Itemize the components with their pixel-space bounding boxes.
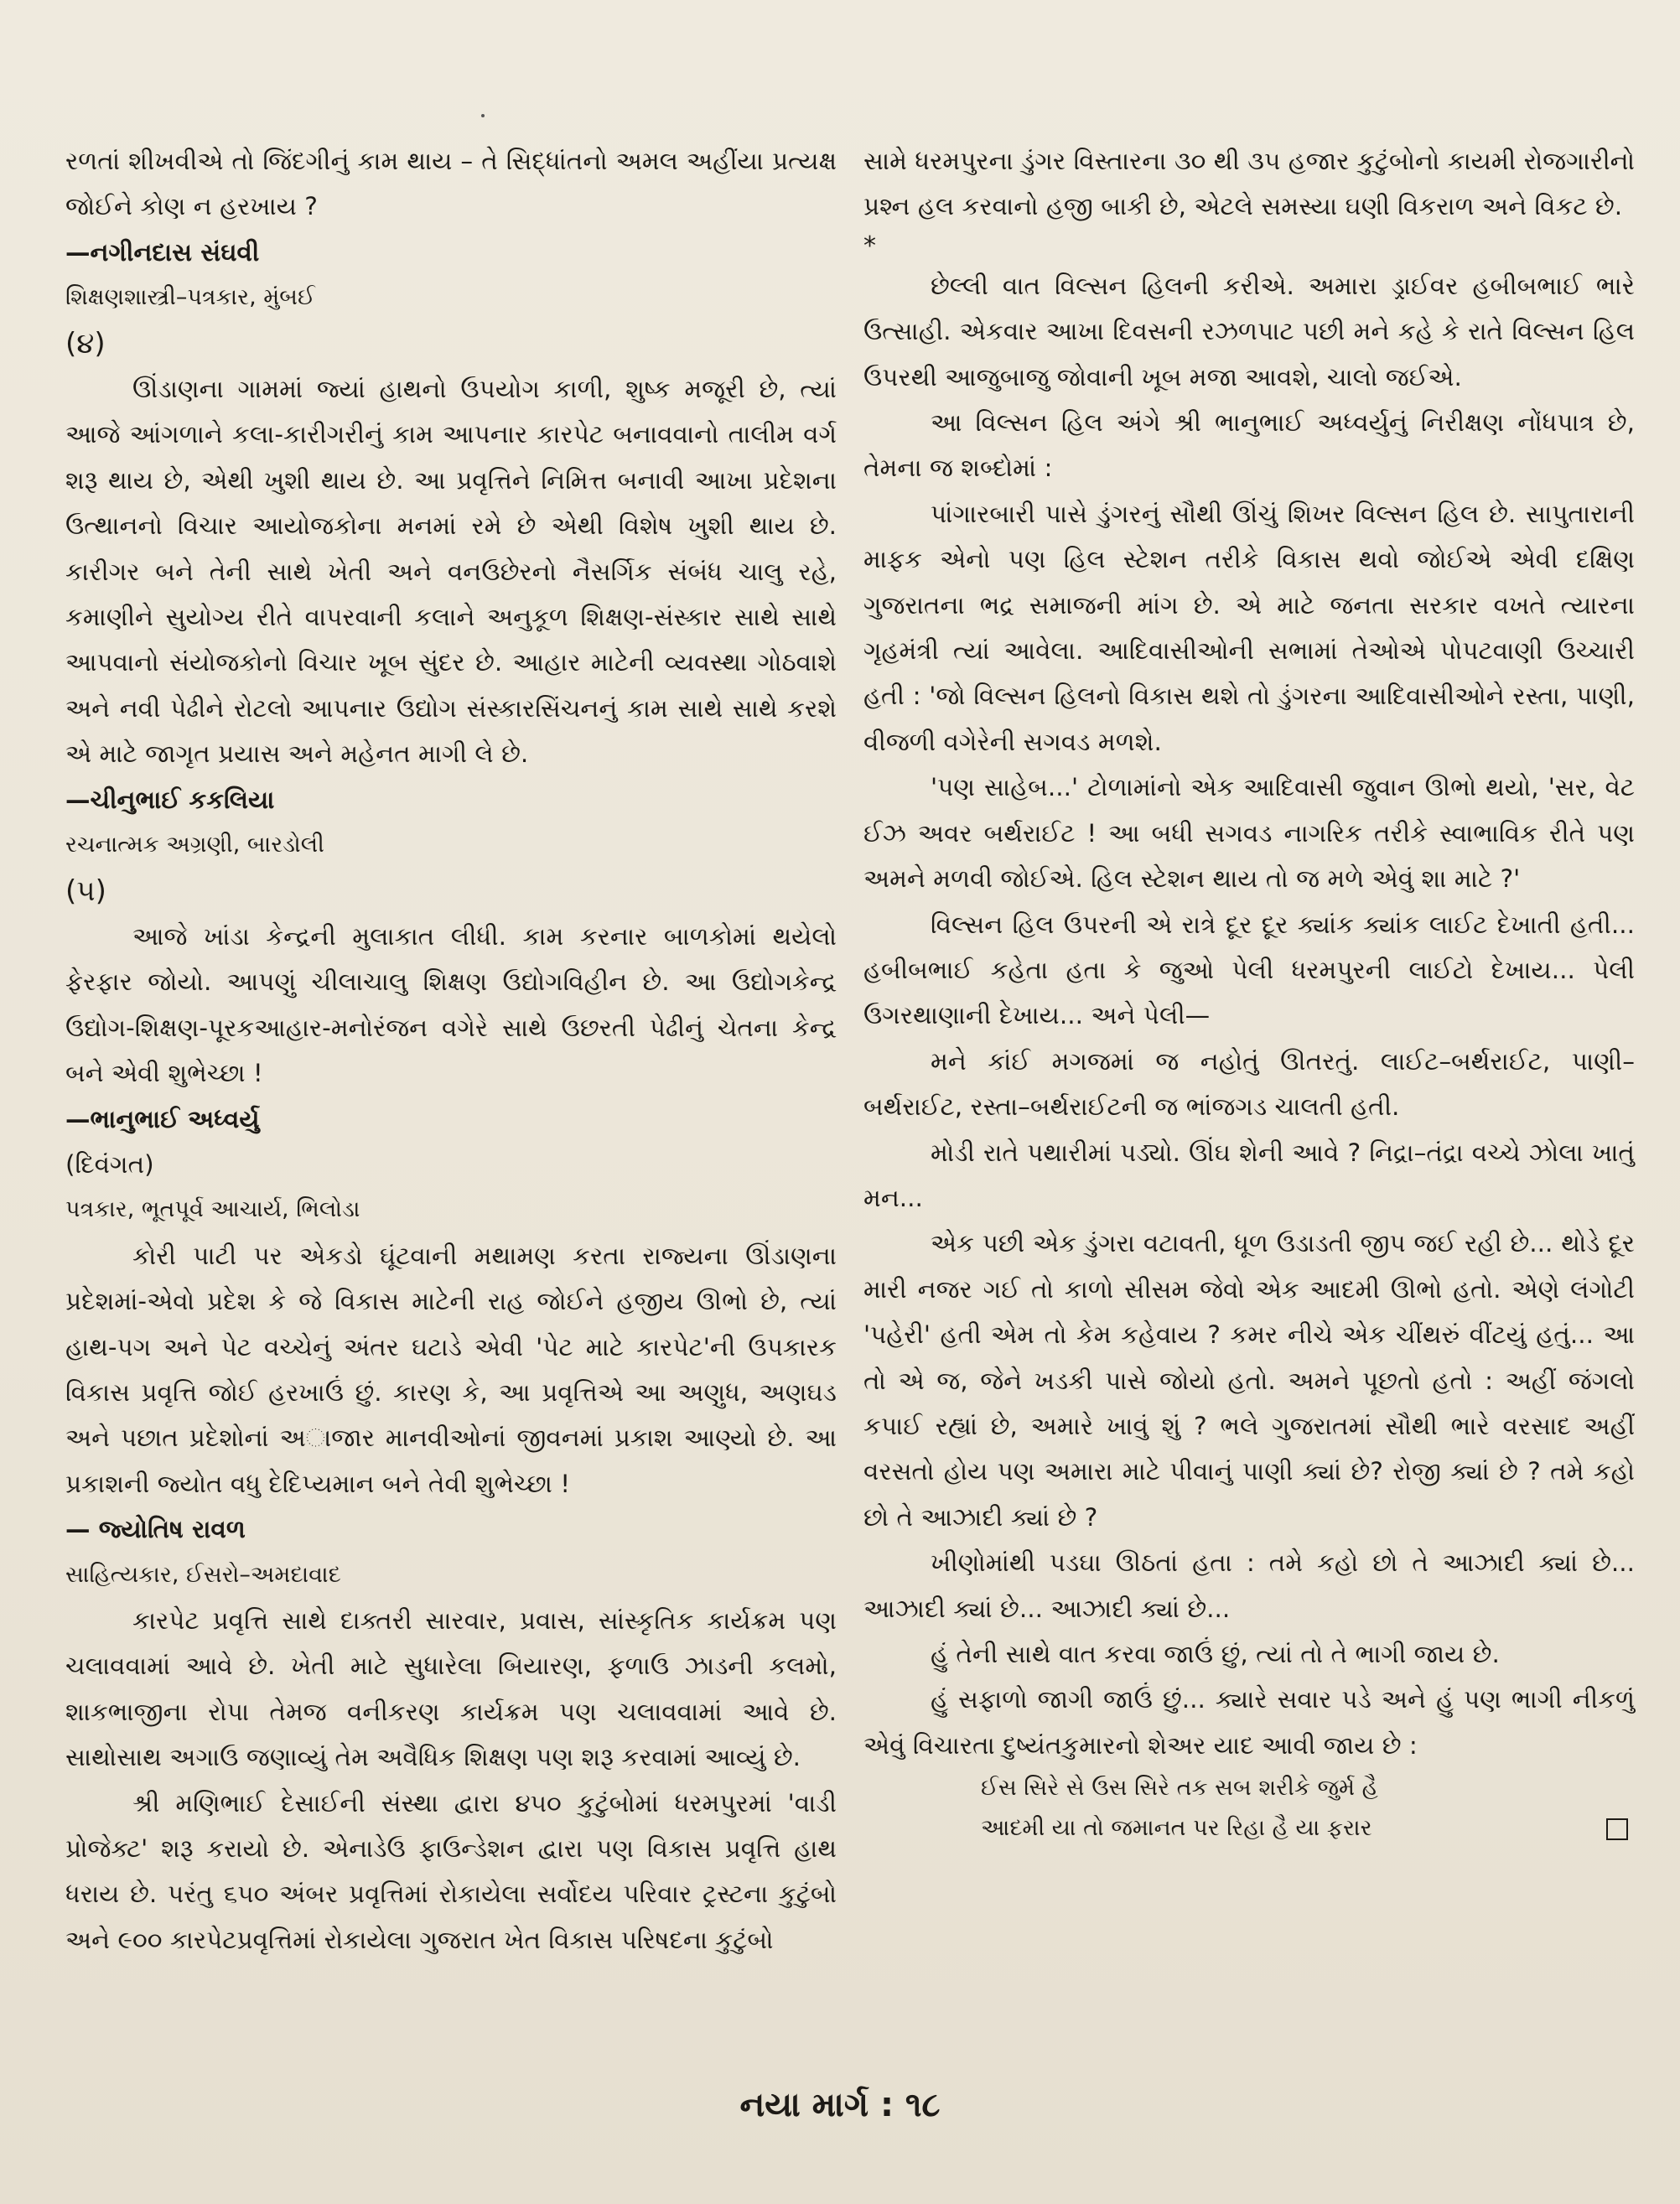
signature-name: —ચીનુભાઈ કકલિયા [65,785,275,814]
signature-role: પત્રકાર, ભૂતપૂર્વ આચાર્ય, ભિલોડા [65,1196,360,1223]
right-column [863,138,1635,1849]
right-paragraph-2: આ વિલ્સન હિલ અંગે શ્રી ભાનુભાઈ અધ્વર્યુનું નિરીક્ષણ નોંધપાત્ર છે, તેમના જ શબ્દોમાં : [863,408,1635,483]
poem-couplet [863,1768,1635,1849]
right-paragraph-10: હું તેની સાથે વાત કરવા જાઉં છું, ત્યાં તો તે ભાગી જાય છે. [931,1640,1500,1668]
signature-role: રચનાત્મક અગ્રણી, બારડોલી [65,832,324,858]
section-number: (૫) [65,874,106,908]
right-paragraph-6: મને કાંઈ મગજમાં જ નહોતું ઊતરતું. લાઈટ–બર્થરાઈટ, પાણી–બર્થરાઈટ, રસ્તા–બર્થરાઈટની જ ભાંજગડ ચાલતી હતી. [863,1046,1635,1122]
section-number: (૪) [65,326,106,360]
left-column [65,138,837,1963]
left-paragraph-5: આજે ખાંડા કેન્દ્રની મુલાકાત લીધી. કામ કરનાર બાળકોમાં થયેલો ફેરફાર જોયો. આપણું ચીલાચાલુ શિક્ષણ ઉદ્યોગવિહીન છે. આ ઉદ્યોગકેન્દ્ર ઉદ્યોગ-શિક્ષણ-પૂરકઆહાર-મનોરંજન વગેરે સાથે ઉછરતી પેઢીનું ચેતના કેન્દ્ર બને એવી શુભેચ્છા ! [65,921,837,1088]
right-paragraph-continued: સામે ધરમપુરના ડુંગર વિસ્તારના ૩૦ થી ૩૫ હજાર કુટુંબોનો કાયમી રોજગારીનો પ્રશ્ન હલ કરવાનો હજી બાકી છે, એટલે સમસ્યા ઘણી વિકરાળ અને વિકટ છે. [863,147,1635,221]
left-paragraph-6: કોરી પાટી પર એકડો ઘૂંટવાની મથામણ કરતા રાજ્યના ઊંડાણના પ્રદેશમાં-એવો પ્રદેશ કે જે વિકાસ માટેની રાહ જોઈને હજીય ઊભો છે, ત્યાં હાથ-પગ અને પેટ વચ્ચેનું અંતર ઘટાડે એવી 'પેટ માટે કારપેટ'ની ઉપકારક વિકાસ પ્રવૃત્તિ જોઈ હરખાઉં છું. કારણ કે, આ પ્રવૃત્તિએ આ અણુધ, અણઘડ અને પછાત પ્રદેશોનાં અાજાર માનવીઓનાં જીવનમાં પ્રકાશ આણ્યો છે. આ પ્રકાશની જ્યોત વધુ દેદિપ્યમાન બને તેવી શુભેચ્છા ! [65,1241,837,1498]
section-divider-star: * [863,231,876,261]
right-paragraph-8: એક પછી એક ડુંગરા વટાવતી, ધૂળ ઉડાડતી જીપ જઈ રહી છે... થોડે દૂર મારી નજર ગઈ તો કાળો સીસમ જેવો એક આદમી ઊભો હતો. એણે લંગોટી 'પહેરી' હતી એમ તો કેમ કહેવાય ? કમર નીચે એક ચીંથરું વીંટયું હતું... આ તો એ જ, જેને ખડકી પાસે જોયો હતો. અમને પૂછતો હતો : અહીં જંગલો કપાઈ રહ્યાં છે, અમારે ખાવું શું ? ભલે ગુજરાતમાં સૌથી ભારે વરસાદ અહીં વરસતો હોય પણ અમારા માટે પીવાનું પાણી ક્યાં છે? રોજી ક્યાં છે ? તમે કહો છો તે આઝાદી ક્યાં છે ? [863,1229,1635,1532]
left-paragraph-7: કારપેટ પ્રવૃત્તિ સાથે દાક્તરી સારવાર, પ્રવાસ, સાંસ્કૃતિક કાર્યક્રમ પણ ચલાવવામાં આવે છે. ખેતી માટે સુધારેલા બિયારણ, ફળાઉ ઝાડની કલમો, શાકભાજીના રોપા તેમજ વનીકરણ કાર્યક્રમ પણ ચલાવવામાં આવે છે. સાથોસાથ અગાઉ જણાવ્યું તેમ અવૈધિક શિક્ષણ પણ શરૂ કરવામાં આવ્યું છે. [65,1606,837,1772]
right-paragraph-9: ખીણોમાંથી પડઘા ઊઠતાં હતા : તમે કહો છો તે આઝાદી ક્યાં છે... આઝાદી ક્યાં છે... આઝાદી ક્યાં છે... [863,1548,1635,1623]
signature-name: —ભાનુભાઈ અધ્વર્યુ [65,1104,260,1133]
right-paragraph-5: વિલ્સન હિલ ઉપરની એ રાત્રે દૂર દૂર ક્યાંક ક્યાંક લાઈટ દેખાતી હતી... હબીબભાઈ કહેતા હતા કે જુઓ પેલી ધરમપુરની લાઈટો દેખાય... પેલી ઉગરથાણાની દેખાય... અને પેલી— [863,910,1635,1030]
poem-line-2: આદમી યા તો જમાનત પર રિહા હૈ યા ફરાર [981,1815,1372,1842]
right-paragraph-7: મોડી રાતે પથારીમાં પડ્યો. ઊંઘ શેની આવે ? નિદ્રા–તંદ્રા વચ્ચે ઝોલા ખાતું મન... [863,1138,1635,1212]
left-paragraph-8: શ્રી મણિભાઈ દેસાઈની સંસ્થા દ્વારા ૪૫૦ કુટુંબોમાં ધરમપુરમાં 'વાડી પ્રોજેક્ટ' શરૂ કરાયો છે. એનાડેઉ ફાઉન્ડેશન દ્વારા પણ વિકાસ પ્રવૃત્તિ હાથ ધરાય છે. પરંતુ ૬૫૦ અંબર પ્રવૃત્તિમાં રોકાયેલા સર્વોદય પરિવાર ટ્રસ્ટના કુટુંબો અને ૯૦૦ કારપેટપ્રવૃત્તિમાં રોકાયેલા ગુજરાત ખેત વિકાસ પરિષદના કુટુંબો [65,1788,837,1954]
signature-name: — જ્યોતિષ રાવળ [65,1515,246,1544]
signature-name: —નગીનદાસ સંઘવી [65,237,260,267]
right-paragraph-1: છેલ્લી વાત વિલ્સન હિલની કરીએ. અમારા ડ્રાઈવર હબીબભાઈ ભારે ઉત્સાહી. એકવાર આખા દિવસની રઝળપાટ પછી મને કહે કે રાતે વિલ્સન હિલ ઉપરથી આજુબાજુ જોવાની ખૂબ મજા આવશે, ચાલો જઈએ. [863,271,1635,392]
signature-role: સાહિત્યકાર, ઈસરો–અમદાવાદ [65,1561,341,1588]
right-paragraph-3: પાંગારબારી પાસે ડુંગરનું સૌથી ઊંચું શિખર વિલ્સન હિલ છે. સાપુતારાની માફક એનો પણ હિલ સ્ટેશન તરીકે વિકાસ થવો જોઈએ એવી દક્ષિણ ગુજરાતના ભદ્ર સમાજની માંગ છે. એ માટે જનતા સરકાર વખતે ત્યારના ગૃહમંત્રી ત્યાં આવેલા. આદિવાસીઓની સભામાં તેઓએ પોપટવાણી ઉચ્ચારી હતી : 'જો વિલ્સન હિલનો વિકાસ થશે તો ડુંગરના આદિવાસીઓને રસ્તા, પાણી, વીજળી વગેરેની સગવડ મળશે. [863,499,1635,756]
poem-line-1: ઈસ સિરે સે ઉસ સિરે તક સબ શરીકે જુર્મ હૈ [981,1775,1378,1802]
left-paragraph-intro: રળતાં શીખવીએ તો જિંદગીનું કામ થાય – તે સિદ્ધાંતનો અમલ અહીં‌યા પ્રત્યક્ષ જોઈને કોણ ન હરખાય ? [65,147,837,221]
signature-note: (દિવંગત) [65,1149,154,1179]
print-speck [481,114,485,117]
right-paragraph-4: 'પણ સાહેબ...' ટોળામાંનો એક આદિવાસી જુવાન ઊભો થયો, 'સર, વેટ ઈઝ અવર બર્થરાઈટ ! આ બધી સગવડ નાગરિક તરીકે સ્વાભાવિક રીતે પણ અમને મળવી જોઈએ. હિલ સ્ટેશન થાય તો જ મળે એવું શા માટે ?' [863,773,1635,894]
end-of-article-box-icon [1606,1818,1628,1840]
right-paragraph-11: હું સફાળો જાગી જાઉં છું... ક્યારે સવાર પડે અને હું પણ ભાગી નીકળું એવું વિચારતા દુષ્યંતકુમારનો શેઅર યાદ આવી જાય છે : [863,1685,1635,1760]
left-paragraph-4: ઊંડાણના ગામમાં જ્યાં હાથનો ઉપયોગ કાળી, શુષ્ક મજૂરી છે, ત્યાં આજે આંગળાને કલા-કારીગરીનું કામ આપનાર કારપેટ બનાવવાનો તાલીમ વર્ગ શરૂ થાય છે, એથી ખુશી થાય છે. આ પ્રવૃત્તિને નિમિત્ત બનાવી આખા પ્રદેશના ઉત્થાનનો વિચાર આયોજકોના મનમાં રમે છે એથી વિશેષ ખુશી થાય છે. કારીગર બને તેની સાથે ખેતી અને વનઉછેરનો નૈસર્ગિક સંબંધ ચાલુ રહે, કમાણીને સુયોગ્ય રીતે વાપરવાની કલાને અનુકૂળ શિક્ષણ-સંસ્કાર સાથે સાથે આપવાનો સંયોજકોનો વિચાર ખૂબ સુંદર છે. આહાર માટેની વ્યવસ્થા ગોઠવાશે અને નવી પેઢીને રોટલો આપનાર ઉદ્યોગ સંસ્કારસિંચનનું કામ સાથે સાથે કરશે એ માટે જાગૃત પ્રયાસ અને મહેનત માગી લે છે. [65,375,837,769]
page-footer: નયા માર્ગ : ૧૮ [739,2086,941,2124]
signature-role: શિક્ષણશાસ્ત્રી–પત્રકાર, મુંબઈ [65,284,315,311]
